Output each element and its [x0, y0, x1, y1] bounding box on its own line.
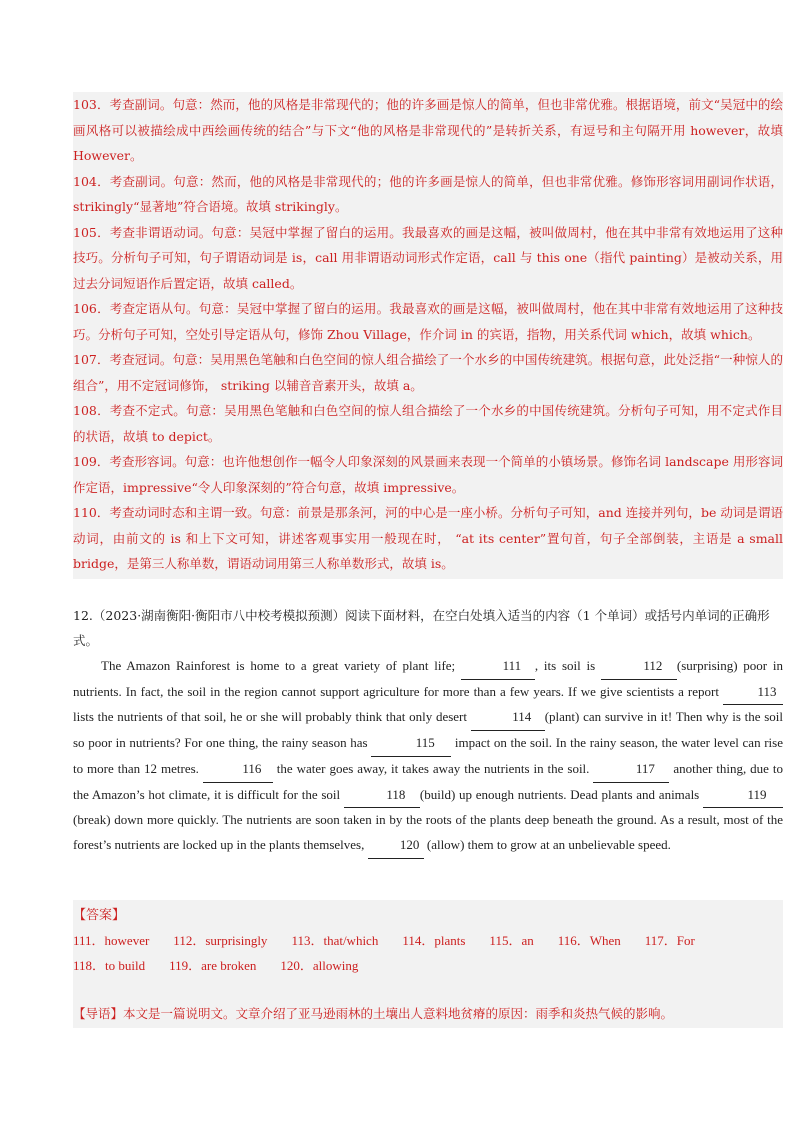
answer-118: 118．to build — [73, 958, 146, 973]
passage — [73, 654, 783, 859]
explanation-108: 108．考查不定式。句意：吴用黑色笔触和白色空间的惊人组合描绘了一个水乡的中国传统建筑。分析句子可知，用不定式作目的状语，故填 to depict。 — [73, 403, 783, 444]
answer-120: 120．allowing — [280, 958, 359, 973]
explanation-105: 105．考查非谓语动词。句意：吴冠中掌握了留白的运用。我最喜欢的画是这幅，被叫做周村，他在其中非常有效地运用了这种技巧。分析句子可知，句子谓语动词是 is，call 用非谓语动词形式作定语，call 与 this one（指代 painting）是被动关系，用过去分词短语作后置定语，故填 called。 — [73, 224, 783, 291]
blank-111[interactable]: 111 — [461, 654, 535, 680]
answer-115: 115．an — [489, 932, 534, 948]
blank-112[interactable]: 112 — [601, 654, 677, 680]
answer-116: 116．When — [557, 932, 621, 948]
blank-115[interactable]: 115 — [371, 731, 451, 757]
passage-text: (surprising) poor in nutrients. In fact, the soil in the region cannot support agriculture for more than a few years. If we give scientists a report — [73, 658, 783, 699]
explanation-107: 107．考查冠词。句意：吴用黑色笔触和白色空间的惊人组合描绘了一个水乡的中国传统建筑。根据句意，此处泛指“一种惊人的组合”，用不定冠词修饰， striking 以辅音音素开头，故填 a。 — [73, 352, 783, 393]
passage-text: lists the nutrients of that soil, he or she will probably think that only desert — [73, 709, 471, 725]
answer-112: 112．surprisingly — [173, 932, 268, 948]
passage-paragraph — [73, 654, 783, 859]
passage-text: (build) up enough nutrients. Dead plants and animals — [419, 786, 703, 802]
explanation-104: 104．考查副词。句意：然而，他的风格是非常现代的；他的许多画是惊人的简单，但也非常优雅。修饰形容词用副词作状语，strikingly“显著地”符合语境。故填 strikingly。 — [73, 173, 783, 214]
blank-113[interactable]: 113 — [723, 680, 783, 706]
passage-text: (break) down more quickly. The nutrients are soon taken in by the roots of the plants deep beneath the ground. As a result, most of the forest’s nutrients are locked up in the plants themselves, — [73, 812, 783, 852]
blank-120[interactable]: 120 — [368, 833, 424, 859]
passage-text: another thing, due to the Amazon’s hot climate, it is difficult for the soil — [73, 760, 784, 802]
blank-116[interactable]: 116 — [203, 757, 273, 783]
guide-label: 【导语】 — [73, 1005, 124, 1021]
answer-117: 117．For — [644, 932, 695, 948]
explanation-110: 110．考查动词时态和主谓一致。句意：前景是那条河，河的中心是一座小桥。分析句子可知，and 连接并列句，be 动词是谓语动词，由前文的 is 和上下文可知，讲述客观事实用一般现在时， “at its center”置句首，句子全部倒装，主语是 a small bridge，是第三人称单数，谓语动词用第三人称单数形式，故填 is。 — [73, 505, 783, 571]
blank-118[interactable]: 118 — [344, 783, 420, 809]
blank-119[interactable]: 119 — [703, 783, 783, 809]
guide-text: 本文是一篇说明文。文章介绍了亚马逊雨林的土壤出人意料地贫瘠的原因：雨季和炎热气候的影响。 — [123, 1005, 674, 1021]
blank-114[interactable]: 114 — [471, 705, 545, 731]
question-instructions: 12.（2023·湖南衡阳·衡阳市八中校考模拟预测）阅读下面材料，在空白处填入适当的内容（1 个单词）或括号内单词的正确形式。 — [73, 608, 770, 648]
answer-119: 119．are broken — [169, 958, 257, 973]
passage-text: The Amazon Rainforest is home to a great variety of plant life; — [101, 658, 461, 673]
guide — [73, 1001, 783, 1027]
passage-text: the water goes away, it takes away the nutrients in the soil. — [272, 760, 594, 776]
explanation-109: 109．考查形容词。句意：也许他想创作一幅令人印象深刻的风景画来表现一个简单的小镇场景。修饰名词 landscape 用形容词作定语，impressive“令人印象深刻的”符合句意，故填 impressive。 — [73, 454, 783, 495]
explanations-box — [73, 92, 783, 579]
passage-text: , its soil is — [534, 658, 601, 673]
explanation-106: 106．考查定语从句。句意：吴冠中掌握了留白的运用。我最喜欢的画是这幅，被叫做周村，他在其中非常有效地运用了这种技巧。分析句子可知，空处引导定语从句，修饰 Zhou Village，作介词 in 的宾语，指物，用关系代词 which，故填 which。 — [73, 301, 783, 342]
passage-text: (allow) them to grow at an unbelievable speed. — [423, 836, 671, 852]
answer-113: 113．that/which — [291, 932, 379, 948]
answer-label: 【答案】 — [73, 907, 126, 922]
blank-117[interactable]: 117 — [593, 757, 669, 783]
answer-list — [73, 928, 783, 979]
answer-111: 111．however — [73, 932, 150, 948]
passage-text: (plant) can survive in it! Then why is the soil so poor in nutrients? For one thing, the rainy season has — [73, 709, 783, 751]
answer-114: 114．plants — [402, 932, 466, 948]
explanation-103: 103．考查副词。句意：然而，他的风格是非常现代的；他的许多画是惊人的简单，但也非常优雅。根据语境，前文“吴冠中的绘画风格可以被描绘成中西绘画传统的结合”与下文“他的风格是非常现代的”是转折关系，有逗号和主句隔开用 however，故填 However。 — [73, 97, 783, 163]
answer-box — [73, 900, 783, 1028]
question-header — [73, 603, 783, 653]
passage-text: impact on the soil. In the rainy season, the water level can rise to more than 12 metres. — [73, 735, 783, 776]
